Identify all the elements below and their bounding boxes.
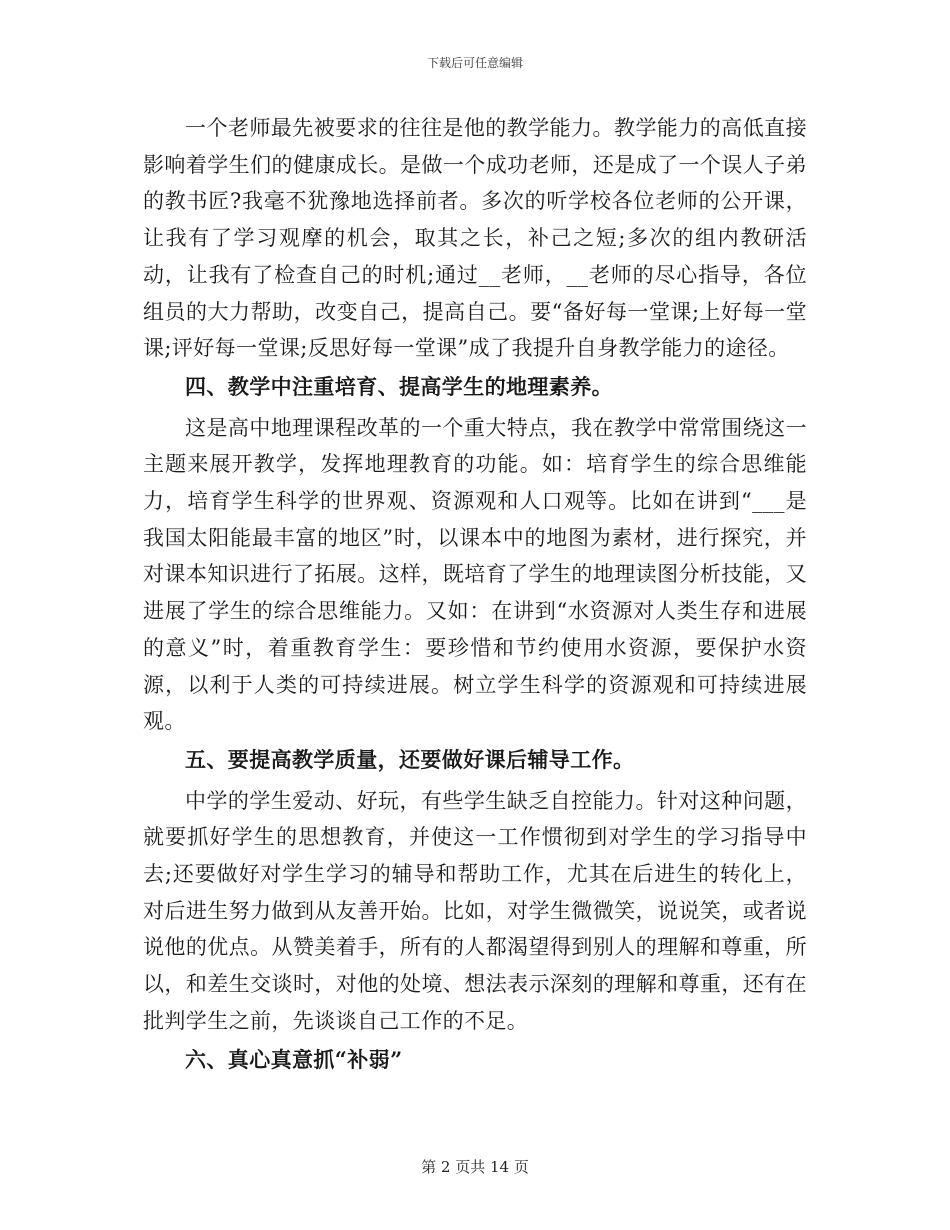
page-footer: 第 2 页共 14 页 xyxy=(421,1158,529,1176)
section-heading-5: 五、要提高教学质量，还要做好课后辅导工作。 xyxy=(185,746,635,772)
paragraph-after-class-tutoring: 中学的学生爱动、好玩，有些学生缺乏自控能力。针对这种问题，就要抓好学生的思想教育，并使这一工作惯彻到对学生的学习指导中去;还要做好对学生学习的辅导和帮助工作，尤其在后进生的转化上，对后进生努力做到从友善开始。比如，对学生微微笑，说说笑，或者说说他的优点。从赞美着手，所有的人都渴望得到别人的理解和尊重，所以，和差生交谈时，对他的处境、想法表示深刻的理解和尊重，还有在批判学生之前，先谈谈自己工作的不足。 xyxy=(143,788,807,1033)
paragraph-geography-literacy: 这是高中地理课程改革的一个重大特点，我在教学中常常围绕这一主题来展开教学，发挥地理教育的功能。如：培育学生的综合思维能力，培育学生科学的世界观、资源观和人口观等。比如在讲到“___是我国太阳能最丰富的地区”时，以课本中的地图为素材，进行探究，并对课本知识进行了拓展。这样，既培育了学生的地理读图分析技能，又进展了学生的综合思维能力。又如：在讲到“水资源对人类生存和进展的意义”时，着重教育学生：要珍惜和节约使用水资源，要保护水资源，以利于人类的可持续进展。树立学生科学的资源观和可持续进展观。 xyxy=(143,415,807,734)
section-heading-4: 四、教学中注重培育、提高学生的地理素养。 xyxy=(185,373,613,399)
paragraph-teaching-ability: 一个老师最先被要求的往往是他的教学能力。教学能力的高低直接影响着学生们的健康成长。是做一个成功老师，还是成了一个误人子弟的教书匠?我毫不犹豫地选择前者。多次的听学校各位老师的公开课，让我有了学习观摩的机会，取其之长，补己之短;多次的组内教研活动，让我有了检查自己的时机;通过__老师，__老师的尽心指导，各位组员的大力帮助，改变自己，提高自己。要“备好每一堂课;上好每一堂课;评好每一堂课;反思好每一堂课”成了我提升自身教学能力的途径。 xyxy=(143,116,807,361)
page-header: 下载后可任意编辑 xyxy=(426,56,523,70)
section-heading-6: 六、真心真意抓“补弱” xyxy=(185,1046,403,1072)
document-body xyxy=(143,110,807,1082)
